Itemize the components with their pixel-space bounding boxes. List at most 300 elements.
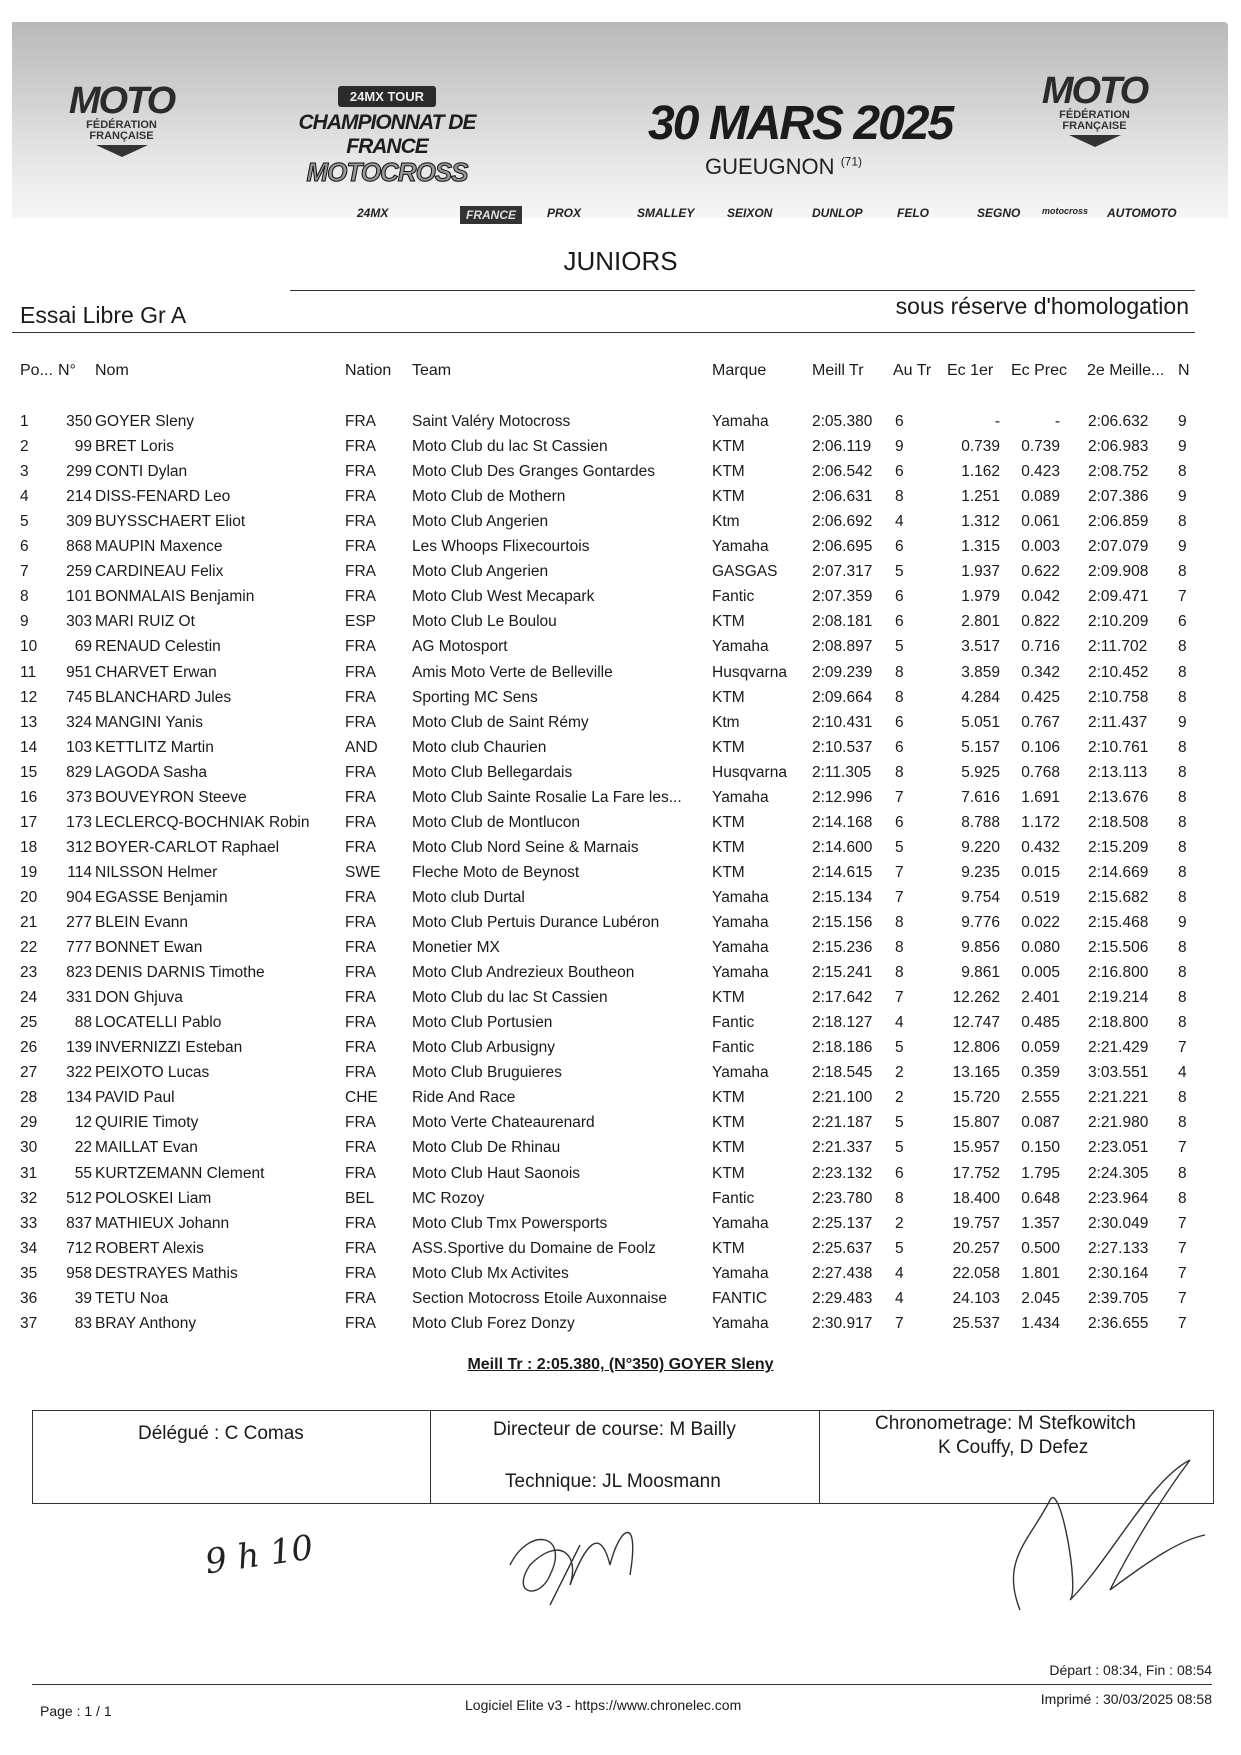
sponsor-logo: motocross	[1042, 206, 1089, 216]
cell-gap-first: 13.165	[952, 1064, 1000, 1082]
cell-gap-prev: 1.434	[1021, 1314, 1060, 1332]
cell-second-best: 2:10.209	[1088, 613, 1149, 631]
cell-name: BONMALAIS Benjamin	[95, 588, 255, 606]
cell-lap-no: 7	[895, 788, 904, 806]
cell-brand: KTM	[712, 688, 745, 706]
cell-lap-no: 6	[895, 538, 904, 556]
cell-nation: FRA	[345, 1264, 376, 1282]
cell-lap-no: 6	[895, 738, 904, 756]
cell-gap-first: 3.859	[961, 663, 1000, 681]
cell-name: BRET Loris	[95, 438, 174, 456]
cell-team: Moto Club Sainte Rosalie La Fare les...	[412, 788, 682, 806]
cell-number: 12	[74, 1114, 92, 1132]
cell-gap-prev: 0.622	[1021, 563, 1060, 581]
cell-name: KETTLITZ Martin	[95, 738, 214, 756]
start-end-time: Départ : 08:34, Fin : 08:54	[1049, 1662, 1212, 1678]
cell-laps: 8	[1178, 1014, 1187, 1032]
cell-number: 512	[66, 1189, 92, 1207]
cell-brand: KTM	[712, 1164, 745, 1182]
cell-brand: KTM	[712, 1114, 745, 1132]
cell-second-best: 2:36.655	[1088, 1314, 1149, 1332]
cell-nation: FRA	[345, 989, 376, 1007]
cell-number: 69	[74, 638, 92, 656]
cell-best-lap: 2:23.780	[812, 1189, 873, 1207]
cell-best-lap: 2:27.438	[812, 1264, 873, 1282]
cell-best-lap: 2:15.236	[812, 939, 873, 957]
cell-laps: 8	[1178, 813, 1187, 831]
cell-second-best: 2:27.133	[1088, 1239, 1149, 1257]
cell-nation: FRA	[345, 713, 376, 731]
cell-nation: FRA	[345, 588, 376, 606]
cell-gap-first: 8.788	[961, 813, 1000, 831]
cell-number: 88	[74, 1014, 92, 1032]
cell-second-best: 2:23.051	[1088, 1139, 1149, 1157]
cell-laps: 8	[1178, 1189, 1187, 1207]
cell-gap-prev: 1.801	[1021, 1264, 1060, 1282]
cell-team: Moto club Durtal	[412, 888, 525, 906]
col-header-name: Nom	[95, 362, 129, 379]
cell-best-lap: 2:05.380	[812, 413, 873, 430]
cell-number: 309	[66, 513, 92, 531]
cell-gap-prev: 0.080	[1021, 939, 1060, 957]
cell-number: 277	[66, 914, 92, 931]
cell-position: 34	[20, 1239, 38, 1257]
cell-second-best: 2:15.468	[1088, 914, 1149, 931]
cell-name: PEIXOTO Lucas	[95, 1064, 210, 1082]
col-header-second-best: 2e Meille...	[1087, 362, 1165, 379]
session-title: Essai Libre Gr A	[20, 302, 187, 328]
cell-gap-first: 2.801	[961, 613, 1000, 631]
divider	[12, 332, 1195, 333]
cell-name: GOYER Sleny	[95, 413, 195, 430]
cell-team: Saint Valéry Motocross	[412, 413, 571, 430]
cell-best-lap: 2:12.996	[812, 788, 873, 806]
cell-number: 823	[66, 964, 92, 982]
cell-position: 1	[20, 413, 29, 430]
cell-lap-no: 2	[895, 1064, 904, 1082]
cell-brand: Yamaha	[712, 1314, 769, 1332]
cell-best-lap: 2:11.305	[812, 763, 872, 781]
cell-position: 23	[20, 964, 38, 982]
signature-timing	[990, 1440, 1210, 1620]
cell-lap-no: 2	[895, 1089, 904, 1107]
cell-brand: Yamaha	[712, 788, 769, 806]
cell-lap-no: 8	[895, 1189, 904, 1207]
cell-lap-no: 5	[895, 1114, 904, 1132]
technical-official: Technique: JL Moosmann	[505, 1471, 721, 1492]
cell-second-best: 2:18.508	[1088, 813, 1149, 831]
cell-team: Moto Club Andrezieux Boutheon	[412, 964, 635, 982]
cell-gap-first: 12.262	[952, 989, 1000, 1007]
cell-nation: FRA	[345, 488, 376, 506]
cell-gap-first: 9.754	[961, 888, 1000, 906]
cell-team: Section Motocross Etoile Auxonnaise	[412, 1289, 668, 1307]
ffm-logo-left: MOTO FÉDÉRATION FRANÇAISE	[64, 82, 179, 162]
cell-laps: 8	[1178, 964, 1187, 982]
cell-name: BOUVEYRON Steeve	[95, 788, 247, 806]
cell-name: BLANCHARD Jules	[95, 688, 232, 706]
software-credit: Logiciel Elite v3 - https://www.chronelec.com	[465, 1697, 742, 1713]
cell-brand: Fantic	[712, 1189, 755, 1207]
cell-position: 25	[20, 1014, 38, 1032]
cell-lap-no: 4	[895, 1264, 904, 1282]
cell-number: 99	[74, 438, 92, 456]
cell-nation: FRA	[345, 964, 376, 982]
cell-name: MAUPIN Maxence	[95, 538, 223, 556]
cell-second-best: 2:09.471	[1088, 588, 1149, 606]
cell-name: MATHIEUX Johann	[95, 1214, 230, 1232]
cell-number: 958	[66, 1264, 92, 1282]
cell-team: Moto Club de Montlucon	[412, 813, 581, 831]
cell-number: 39	[74, 1289, 92, 1307]
cell-number: 259	[66, 563, 92, 581]
cell-second-best: 3:03.551	[1088, 1064, 1149, 1082]
col-header-laps: N	[1178, 362, 1190, 379]
event-date: 30 MARS 2025	[648, 97, 953, 150]
cell-lap-no: 2	[895, 1214, 904, 1232]
cell-gap-prev: 0.648	[1021, 1189, 1060, 1207]
cell-second-best: 2:06.859	[1088, 513, 1149, 531]
cell-team: Fleche Moto de Beynost	[412, 863, 580, 881]
cell-name: BLEIN Evann	[95, 914, 189, 931]
delegate: Délégué : C Comas	[138, 1423, 304, 1444]
cell-lap-no: 5	[895, 638, 904, 656]
cell-gap-prev: 1.691	[1021, 788, 1060, 806]
cell-laps: 7	[1178, 588, 1187, 606]
sponsor-logo: AUTOMOTO	[1107, 206, 1177, 220]
cell-gap-prev: 0.768	[1021, 763, 1060, 781]
cell-nation: FRA	[345, 688, 376, 706]
tour-label: 24MX TOUR	[338, 86, 436, 107]
signature-director	[490, 1505, 650, 1625]
cell-lap-no: 7	[895, 863, 904, 881]
cell-brand: Yamaha	[712, 914, 769, 931]
chevron-shape	[96, 145, 148, 157]
cell-nation: CHE	[345, 1089, 378, 1107]
cell-best-lap: 2:07.317	[812, 563, 873, 581]
cell-lap-no: 4	[895, 1014, 904, 1032]
cell-name: CHARVET Erwan	[95, 663, 217, 681]
cell-nation: FRA	[345, 914, 376, 931]
cell-best-lap: 2:18.127	[812, 1014, 873, 1032]
cell-gap-first: 1.937	[961, 563, 1000, 581]
cell-team: Monetier MX	[412, 939, 500, 957]
cell-name: BONNET Ewan	[95, 939, 203, 957]
cell-team: Moto Club De Rhinau	[412, 1139, 561, 1157]
cell-gap-first: 19.757	[952, 1214, 1000, 1232]
cell-nation: ESP	[345, 613, 377, 631]
cell-gap-prev: 0.022	[1021, 914, 1060, 931]
col-header-position: Po...	[20, 362, 53, 379]
cell-nation: FRA	[345, 1114, 376, 1132]
cell-gap-first: 17.752	[952, 1164, 1000, 1182]
cell-gap-prev: 0.485	[1021, 1014, 1060, 1032]
championship-logo	[272, 86, 502, 187]
cell-best-lap: 2:21.187	[812, 1114, 873, 1132]
cell-name: BUYSSCHAERT Eliot	[95, 513, 246, 531]
cell-name: BOYER-CARLOT Raphael	[95, 838, 280, 856]
cell-gap-prev: 0.087	[1021, 1114, 1060, 1132]
cell-gap-first: 15.807	[952, 1114, 1000, 1132]
cell-best-lap: 2:10.431	[812, 713, 873, 731]
cell-position: 12	[20, 688, 38, 706]
col-header-nation: Nation	[345, 362, 392, 379]
cell-brand: Yamaha	[712, 939, 769, 957]
cell-nation: FRA	[345, 463, 376, 481]
divider	[290, 290, 1195, 291]
cell-gap-prev: 1.172	[1021, 813, 1060, 831]
cell-name: MARI RUIZ Ot	[95, 613, 195, 631]
divider	[819, 1411, 820, 1503]
cell-second-best: 2:18.800	[1088, 1014, 1149, 1032]
cell-second-best: 2:16.800	[1088, 964, 1149, 982]
cell-lap-no: 9	[895, 438, 904, 456]
cell-position: 9	[20, 613, 29, 631]
cell-nation: FRA	[345, 1214, 376, 1232]
cell-gap-first: 1.251	[961, 488, 1000, 506]
cell-name: LAGODA Sasha	[95, 763, 208, 781]
cell-best-lap: 2:07.359	[812, 588, 873, 606]
cell-second-best: 2:15.682	[1088, 888, 1149, 906]
cell-nation: FRA	[345, 1164, 376, 1182]
cell-gap-prev: 0.003	[1021, 538, 1060, 556]
cell-position: 8	[20, 588, 29, 606]
cell-second-best: 2:07.079	[1088, 538, 1149, 556]
cell-number: 951	[66, 663, 92, 681]
cell-best-lap: 2:15.241	[812, 964, 873, 982]
cell-gap-first: 1.315	[961, 538, 1000, 556]
cell-laps: 9	[1178, 488, 1187, 506]
cell-gap-first: 9.235	[961, 863, 1000, 881]
cell-gap-first: -	[994, 413, 1000, 430]
cell-position: 32	[20, 1189, 38, 1207]
cell-laps: 7	[1178, 1139, 1187, 1157]
cell-nation: FRA	[345, 413, 376, 430]
cell-position: 28	[20, 1089, 38, 1107]
cell-second-best: 2:13.113	[1088, 763, 1148, 781]
cell-nation: FRA	[345, 1289, 376, 1307]
cell-best-lap: 2:06.631	[812, 488, 873, 506]
cell-number: 837	[66, 1214, 92, 1232]
cell-team: Moto Club Angerien	[412, 563, 549, 581]
cell-lap-no: 6	[895, 613, 904, 631]
cell-gap-prev: 0.059	[1021, 1039, 1060, 1057]
cell-number: 868	[66, 538, 92, 556]
cell-gap-prev: 1.357	[1021, 1214, 1060, 1232]
cell-number: 712	[66, 1239, 92, 1257]
event-city: GUEUGNON $^{(71)}$	[705, 154, 863, 179]
cell-name: LECLERCQ-BOCHNIAK Robin	[95, 813, 310, 831]
col-header-lap-no: Au Tr	[893, 362, 932, 379]
cell-position: 30	[20, 1139, 38, 1157]
cell-brand: KTM	[712, 813, 745, 831]
cell-gap-prev: 0.015	[1021, 863, 1060, 881]
cell-nation: FRA	[345, 939, 376, 957]
cell-position: 29	[20, 1114, 38, 1132]
cell-number: 114	[67, 863, 92, 881]
timing-officials-line1: Chronometrage: M Stefkowitch	[875, 1413, 1136, 1434]
cell-gap-first: 18.400	[952, 1189, 1000, 1207]
cell-gap-prev: 0.519	[1021, 888, 1060, 906]
cell-team: Moto Club du lac St Cassien	[412, 989, 608, 1007]
cell-brand: KTM	[712, 863, 745, 881]
cell-lap-no: 5	[895, 1039, 904, 1057]
cell-name: CONTI Dylan	[95, 463, 188, 481]
cell-second-best: 2:15.209	[1088, 838, 1149, 856]
cell-gap-prev: 0.042	[1021, 588, 1060, 606]
cell-number: 331	[66, 989, 92, 1007]
divider	[32, 1684, 1212, 1685]
cell-gap-prev: 0.739	[1021, 438, 1060, 456]
cell-lap-no: 4	[895, 1289, 904, 1307]
cell-name: KURTZEMANN Clement	[95, 1164, 265, 1182]
cell-nation: FRA	[345, 763, 376, 781]
cell-gap-first: 15.720	[952, 1089, 1000, 1107]
cell-brand: KTM	[712, 1089, 745, 1107]
cell-number: 373	[66, 788, 92, 806]
cell-lap-no: 6	[895, 1164, 904, 1182]
chevron-shape	[1069, 135, 1121, 147]
cell-position: 27	[20, 1064, 38, 1082]
cell-gap-first: 9.856	[961, 939, 1000, 957]
cell-gap-first: 9.220	[961, 838, 1000, 856]
cell-position: 31	[20, 1164, 38, 1182]
cell-laps: 8	[1178, 1114, 1187, 1132]
cell-position: 26	[20, 1039, 38, 1057]
cell-best-lap: 2:06.692	[812, 513, 873, 531]
cell-team: Moto Club Haut Saonois	[412, 1164, 581, 1182]
cell-name: ROBERT Alexis	[95, 1239, 204, 1257]
cell-lap-no: 8	[895, 939, 904, 957]
cell-laps: 4	[1178, 1064, 1187, 1082]
cell-brand: Fantic	[712, 588, 755, 606]
cell-number: 139	[66, 1039, 92, 1057]
cell-second-best: 2:23.964	[1088, 1189, 1149, 1207]
cell-brand: Yamaha	[712, 1064, 769, 1082]
cell-nation: FRA	[345, 638, 376, 656]
cell-number: 324	[66, 713, 92, 731]
cell-team: Moto Club Nord Seine & Marnais	[412, 838, 639, 856]
cell-team: ASS.Sportive du Domaine de Foolz	[412, 1239, 656, 1257]
cell-gap-first: 4.284	[961, 688, 1000, 706]
cell-gap-prev: 0.061	[1021, 513, 1060, 531]
cell-name: RENAUD Celestin	[95, 638, 221, 656]
cell-lap-no: 8	[895, 964, 904, 982]
cell-lap-no: 8	[895, 488, 904, 506]
col-header-brand: Marque	[712, 362, 767, 379]
cell-laps: 6	[1178, 613, 1187, 631]
cell-position: 3	[20, 463, 29, 481]
cell-laps: 8	[1178, 788, 1187, 806]
cell-position: 13	[20, 713, 38, 731]
cell-gap-prev: 0.822	[1021, 613, 1060, 631]
sponsor-logo: SMALLEY	[637, 206, 695, 220]
cell-team: Moto Club Portusien	[412, 1014, 553, 1032]
cell-brand: Ktm	[712, 713, 740, 731]
cell-gap-prev: 2.045	[1021, 1289, 1060, 1307]
col-header-gap-prev: Ec Prec	[1011, 362, 1068, 379]
sponsor-logo: 24MX	[357, 206, 389, 220]
cell-nation: FRA	[345, 663, 376, 681]
cell-best-lap: 2:14.600	[812, 838, 873, 856]
cell-position: 2	[20, 438, 29, 456]
cell-best-lap: 2:14.615	[812, 863, 873, 881]
cell-position: 16	[20, 788, 38, 806]
cell-gap-first: 1.162	[961, 463, 1000, 481]
cell-nation: SWE	[345, 863, 381, 881]
cell-laps: 7	[1178, 1264, 1187, 1282]
cell-best-lap: 2:15.134	[812, 888, 873, 906]
cell-position: 37	[20, 1314, 38, 1332]
cell-laps: 8	[1178, 863, 1187, 881]
cell-best-lap: 2:18.186	[812, 1039, 873, 1057]
cell-position: 22	[20, 939, 38, 957]
cell-laps: 8	[1178, 738, 1187, 756]
cell-position: 21	[20, 914, 38, 931]
cell-number: 303	[66, 613, 92, 631]
sponsor-logo: SEGNO	[977, 206, 1021, 220]
cell-name: POLOSKEI Liam	[95, 1189, 212, 1207]
cell-team: Moto Club Pertuis Durance Lubéron	[412, 914, 660, 931]
cell-lap-no: 5	[895, 838, 904, 856]
reserve-note: sous réserve d'homologation	[895, 293, 1189, 319]
cell-position: 35	[20, 1264, 38, 1282]
cell-lap-no: 8	[895, 663, 904, 681]
cell-lap-no: 6	[895, 413, 904, 430]
cell-gap-first: 1.312	[961, 513, 1000, 531]
cell-lap-no: 5	[895, 1139, 904, 1157]
cell-brand: KTM	[712, 463, 745, 481]
cell-laps: 7	[1178, 1239, 1187, 1257]
cell-second-best: 2:14.669	[1088, 863, 1149, 881]
cell-team: Moto Club Des Granges Gontardes	[412, 463, 655, 481]
cell-nation: FRA	[345, 1064, 376, 1082]
cell-laps: 8	[1178, 1089, 1187, 1107]
sponsor-strip	[357, 200, 1197, 230]
cell-best-lap: 2:06.119	[812, 438, 872, 456]
cell-team: Moto Club Angerien	[412, 513, 549, 531]
cell-name: TETU Noa	[95, 1289, 169, 1307]
cell-nation: FRA	[345, 1139, 376, 1157]
cell-laps: 8	[1178, 888, 1187, 906]
cell-nation: FRA	[345, 813, 376, 831]
cell-team: Moto Club du lac St Cassien	[412, 438, 608, 456]
cell-number: 101	[66, 588, 92, 606]
cell-gap-prev: 2.401	[1021, 989, 1060, 1007]
cell-second-best: 2:11.437	[1088, 713, 1148, 731]
cell-brand: Husqvarna	[712, 763, 787, 781]
cell-name: MANGINI Yanis	[95, 713, 203, 731]
cell-brand: Yamaha	[712, 413, 769, 430]
cell-laps: 8	[1178, 763, 1187, 781]
cell-position: 18	[20, 838, 38, 856]
cell-team: Moto Club Tmx Powersports	[412, 1214, 608, 1232]
cell-second-best: 2:39.705	[1088, 1289, 1149, 1307]
championship-line1: CHAMPIONNAT DE FRANCE	[298, 111, 476, 158]
race-director: Directeur de course: M Bailly	[493, 1419, 736, 1440]
cell-nation: BEL	[345, 1189, 375, 1207]
cell-number: 745	[66, 688, 92, 706]
cell-gap-prev: 0.359	[1021, 1064, 1060, 1082]
cell-gap-first: 22.058	[952, 1264, 1000, 1282]
cell-second-best: 2:21.980	[1088, 1114, 1149, 1132]
cell-position: 24	[20, 989, 38, 1007]
cell-number: 134	[66, 1089, 92, 1107]
cell-gap-prev: 0.425	[1021, 688, 1060, 706]
cell-brand: Fantic	[712, 1014, 755, 1032]
cell-nation: FRA	[345, 838, 376, 856]
event-banner	[12, 22, 1228, 222]
